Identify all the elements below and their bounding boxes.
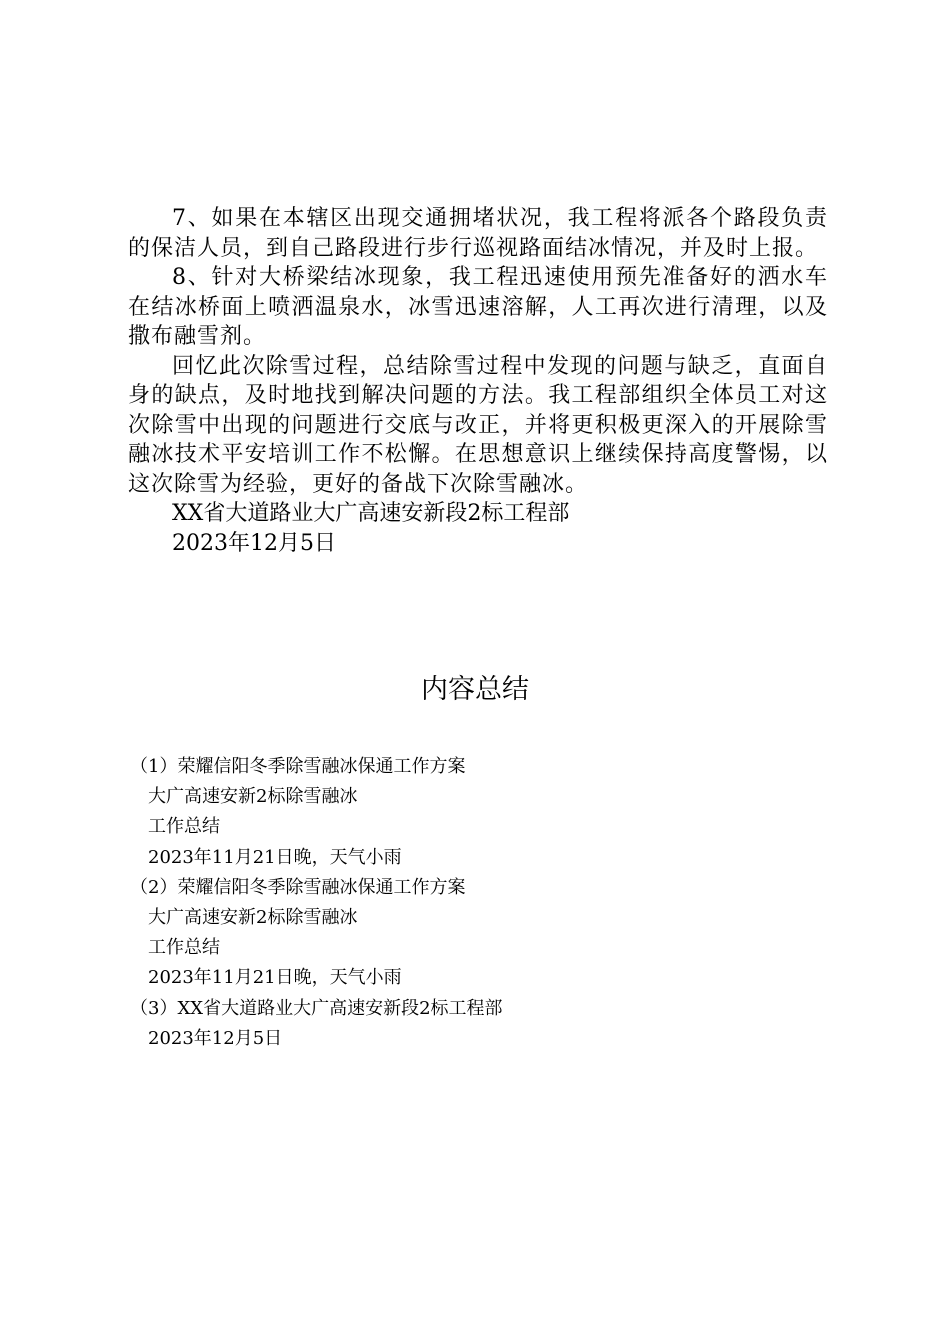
paragraph-item-7: 7、如果在本辖区出现交通拥堵状况，我工程将派各个路段负责的保洁人员，到自己路段进行步行巡视路面结冰情况，并及时上报。: [128, 206, 828, 261]
summary-line: 大广高速安新2标除雪融冰: [148, 907, 358, 929]
summary-line: 2023年12月5日: [148, 1027, 283, 1049]
signature-organization: XX省大道路业大广高速安新段2标工程部: [172, 501, 570, 526]
summary-line: 2023年11月21日晚，天气小雨: [148, 967, 402, 989]
paragraph-item-8: 8、针对大桥梁结冰现象，我工程迅速使用预先准备好的洒水车在结冰桥面上喷洒温泉水，冰雪迅速溶解，人工再次进行清理，以及撒布融雪剂。: [128, 265, 828, 349]
summary-line: 工作总结: [148, 816, 220, 838]
paragraph-review: 回忆此次除雪过程，总结除雪过程中发现的问题与缺乏，直面自身的缺点，及时地找到解决问题的方法。我工程部组织全体员工对这次除雪中出现的问题进行交底与改正，并将更积极更深入的开展除雪融冰技术平安培训工作不松懈。在思想意识上继续保持高度警惕，以这次除雪为经验，更好的备战下次除雪融冰。: [128, 353, 828, 497]
summary-line: （2）荣耀信阳冬季除雪融冰保通工作方案: [130, 876, 466, 898]
summary-line: （1）荣耀信阳冬季除雪融冰保通工作方案: [130, 756, 466, 777]
summary-line: 工作总结: [148, 937, 220, 959]
summary-line: 大广高速安新2标除雪融冰: [148, 786, 358, 808]
summary-list: [130, 752, 830, 1054]
signature-date: 2023年12月5日: [172, 530, 336, 556]
document-body: [128, 204, 828, 558]
summary-line: 2023年11月21日晚，天气小雨: [148, 846, 402, 868]
summary-line: （3）XX省大道路业大广高速安新段2标工程部: [130, 997, 503, 1019]
summary-title: 内容总结: [421, 674, 529, 705]
